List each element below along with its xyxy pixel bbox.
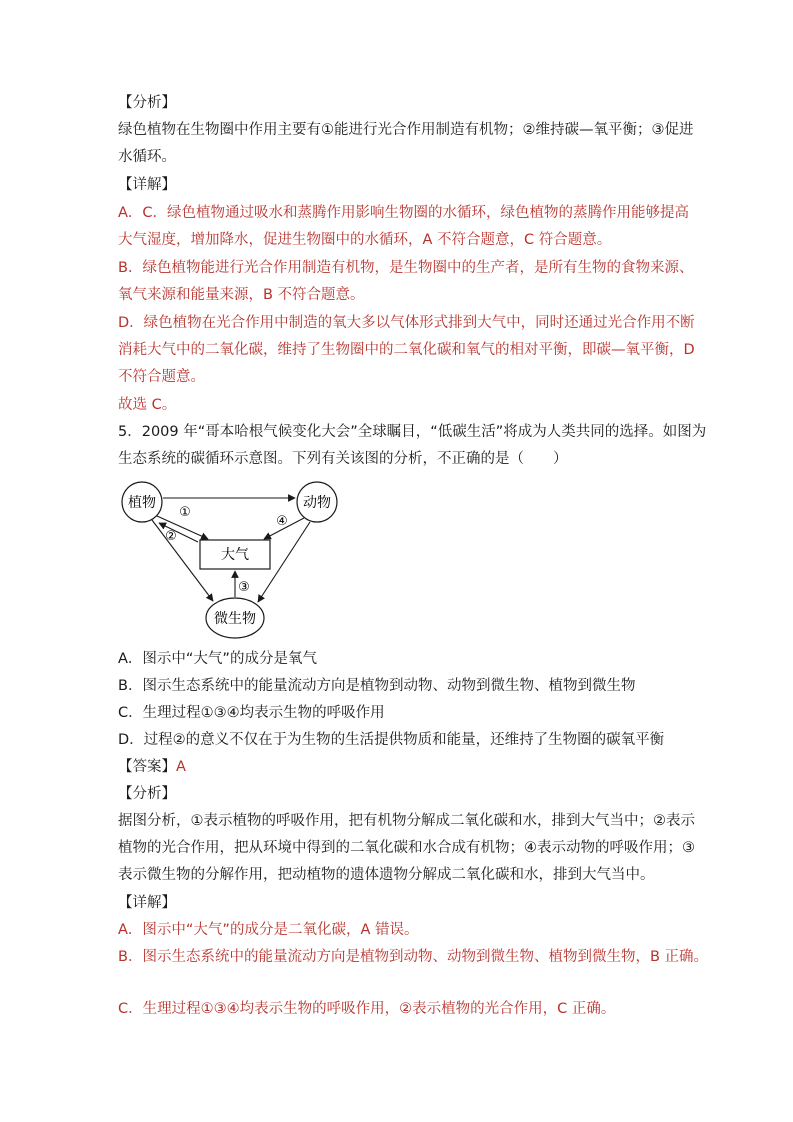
analysis-heading: 【分析】 <box>118 95 176 111</box>
option-c: C．生理过程①③④均表示生物的呼吸作用 <box>118 705 385 721</box>
process-label-4: ④ <box>276 514 288 529</box>
option-d: D．过程②的意义不仅在于为生物的生活提供物质和能量，还维持了生物圈的碳氧平衡 <box>118 732 665 748</box>
detail-line: 消耗大气中的二氧化碳，维持了生物圈中的二氧化碳和氧气的相对平衡，即碳—氧平衡，D <box>118 342 695 358</box>
analysis-line: 植物的光合作用，把从环境中得到的二氧化碳和水合成有机物；④表示动物的呼吸作用；③ <box>118 840 695 856</box>
option-b: B．图示生态系统中的能量流动方向是植物到动物、动物到微生物、植物到微生物 <box>118 678 636 694</box>
plant-label: 植物 <box>128 495 156 511</box>
detail-line: B．绿色植物能进行光合作用制造有机物，是生物圈中的生产者，是所有生物的食物来源、 <box>118 260 694 276</box>
arrow-animal-to-microbe <box>258 522 310 602</box>
analysis-line: 水循环。 <box>118 149 176 165</box>
option-a: A．图示中“大气”的成分是氧气 <box>118 651 317 667</box>
detail-heading: 【详解】 <box>118 895 176 911</box>
process-label-3: ③ <box>238 580 250 595</box>
detail-line: 不符合题意。 <box>118 369 205 385</box>
process-label-2: ② <box>165 529 177 544</box>
detail-line: 故选 C。 <box>118 397 177 413</box>
detail-line: A．图示中“大气”的成分是二氧化碳，A 错误。 <box>118 922 419 938</box>
atmosphere-label: 大气 <box>221 547 249 563</box>
process-label-1: ① <box>179 505 191 520</box>
analysis-line: 据图分析，①表示植物的呼吸作用，把有机物分解成二氧化碳和水，排到大气当中；②表示 <box>118 813 695 829</box>
carbon-cycle-diagram <box>112 478 362 643</box>
arrow-plant-to-microbe <box>152 520 213 601</box>
analysis-line: 绿色植物在生物圈中作用主要有①能进行光合作用制造有机物；②维持碳—氧平衡；③促进 <box>118 122 694 138</box>
detail-line: A．C．绿色植物通过吸水和蒸腾作用影响生物圈的水循环，绿色植物的蒸腾作用能够提高 <box>118 205 690 221</box>
animal-label: 动物 <box>303 495 331 511</box>
detail-line: 氧气来源和能量来源，B 不符合题意。 <box>118 287 365 303</box>
analysis-line: 表示微生物的分解作用，把动植物的遗体遗物分解成二氧化碳和水，排到大气当中。 <box>118 867 655 883</box>
detail-line: C．生理过程①③④均表示生物的呼吸作用，②表示植物的光合作用，C 正确。 <box>118 1001 616 1017</box>
answer-line <box>118 757 678 777</box>
question-stem: 5．2009 年“哥本哈根气候变化大会”全球瞩目，“低碳生活”将成为人类共同的选择。如图为 <box>118 424 707 440</box>
microbe-label: 微生物 <box>214 611 256 627</box>
question-stem: 生态系统的碳循环示意图。下列有关该图的分析，不正确的是（ ） <box>118 451 568 467</box>
detail-line: 大气湿度，增加降水，促进生物圈中的水循环，A 不符合题意，C 符合题意。 <box>118 232 612 248</box>
detail-line: B．图示生态系统中的能量流动方向是植物到动物、动物到微生物、植物到微生物，B 正确。 <box>118 949 709 965</box>
answer-value: A <box>176 759 186 775</box>
detail-heading: 【详解】 <box>118 177 176 193</box>
detail-line: D．绿色植物在光合作用中制造的氧大多以气体形式排到大气中，同时还通过光合作用不断 <box>118 315 695 331</box>
answer-heading: 【答案】 <box>118 759 176 775</box>
analysis-heading: 【分析】 <box>118 786 176 802</box>
